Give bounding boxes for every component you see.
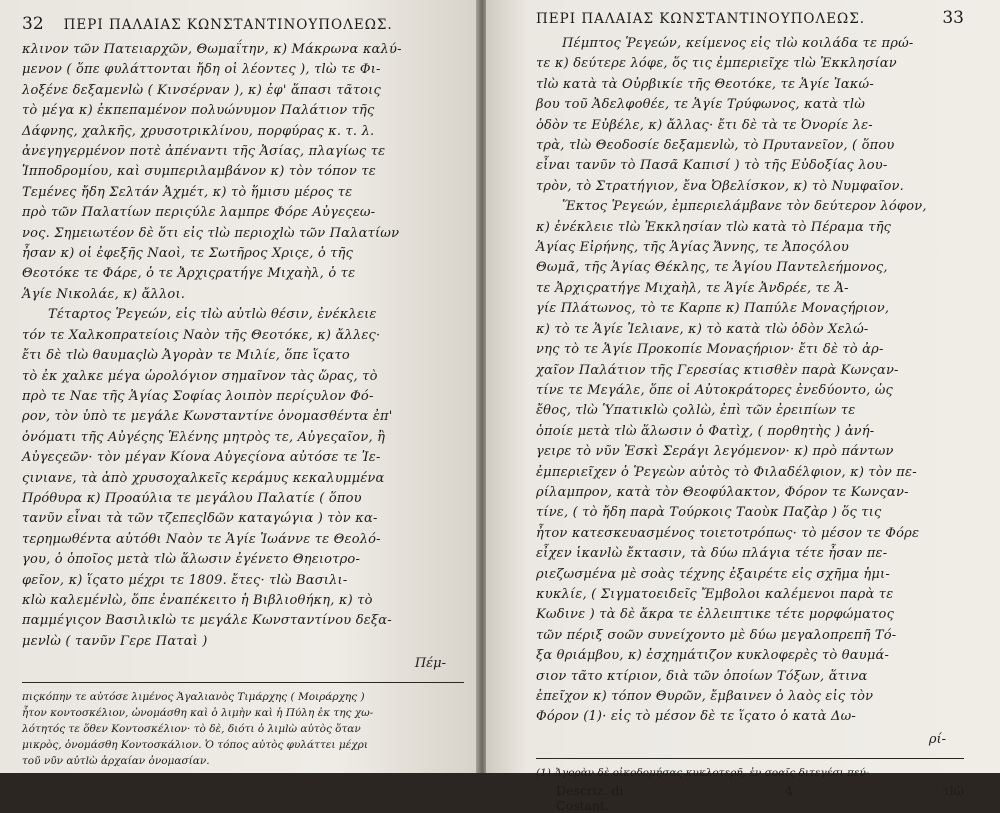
text-line: Ἕκτος Ῥεγεών, ἐμπεριελάμβανε τὸν δεύτερον λόφον,	[562, 199, 927, 215]
right-page	[486, 0, 1000, 813]
text-line: ἔθος, τlὼ Ὑπατικlὼ ςολlὼ, ἐπὶ τῶν ἐρειπίων τε	[536, 403, 856, 419]
text-line: γίε Πλάτωνος, τὸ τε Καρπε κ) Παπύλε Μοναςήριον,	[536, 301, 890, 317]
left-page	[0, 0, 478, 773]
text-line: πρὸ τῶν Παλατίων περιςύλε λαμπρε Φόρε Αὐγεςεω-	[22, 205, 376, 221]
text-line: Τέταρτος Ῥεγεών, εἰς τlὼ αὐτlὼ θέσιν, ἐνέκλειε	[48, 307, 377, 323]
text-line: γειρε τὸ νῦν Ἐσκὶ Σεράγι λεγόμενον· κ) πρὸ πάντων	[536, 444, 894, 460]
text-line: λοξένε δεξαμενlὼ ( Κινσέρναν ), κ) ἐφ' ἅπασι τᾶτοις	[22, 82, 381, 98]
text-line: Ἁγίας Εἰρήνης, τῆς Ἁγίας Ἄννης, τε Ἀποςόλου	[536, 240, 849, 256]
text-line: τε Ἀρχιςρατήγε Μιχαὴλ, τε Ἁγίε Ἀνδρέε, τε Ἀ-	[536, 280, 849, 296]
text-line: Τεμένες ἤδη Σελτάν Ἀχμέτ, κ) τὸ ἥμισυ μέρος τε	[22, 184, 353, 200]
text-line: τανῦν εἶναι τὰ τῶν τζεπεςlδῶν καταγώγια ) τὸν κα-	[22, 511, 378, 527]
text-line: ρον, τὸν ὑπὸ τε μεγάλε Κωνσταντίνε ὀνομασθέντα ἐπ'	[22, 409, 393, 425]
text-line: παμμέγιςον Βασιλικlὼ τε μεγάλε Κωνσταντίνου δεξα-	[22, 613, 392, 629]
running-head: ΠΕΡΙ ΠΑΛΑΙΑΣ ΚΩΝΣΤΑΝΤΙΝΟΥΠΟΛΕΩΣ.	[536, 11, 866, 27]
text-line: Ἁγίε Νικολάε, κ) ἄλλοι.	[22, 286, 186, 302]
text-line: τῶν πέριξ σοῶν συνείχοντο μὲ δύω μεγαλοπρεπῆ Τό-	[536, 627, 897, 643]
text-line: Φόρον (1)· εἰς τὸ μέσον δὲ τε ἵςατο ὁ κατὰ Δω-	[536, 709, 856, 725]
text-line: ἦτον κατεσκευασμένος τοιετοτρόπως· τὸ μέσον τε Φόρε	[536, 525, 920, 541]
text-line: ἐμπεριεῖχεν ὁ Ῥεγεὼν αὐτὸς τὸ Φιλαδέλφιον, κ) τὸν πε-	[536, 464, 917, 480]
text-line: σιον τᾶτο κτίριον, διὰ τῶν ὁποίων Τόξων, ἅτινα	[536, 668, 868, 684]
text-line: Πέμπτος Ῥεγεών, κείμενος εἰς τlὼ κοιλάδα τε πρώ-	[562, 36, 914, 51]
text-line: τlὼ κατὰ τὰ Οὐρβικίε τῆς Θεοτόκε, τε Ἁγίε Ἰακώ-	[536, 76, 874, 92]
text-line: ςινιανε, τὰ ἀπὸ χρυσοχαλκεῖς κεράμυς κεκαλυμμένα	[22, 470, 385, 486]
text-line: ὀνόματι τῆς Αὐγέςης Ἑλένης μητρὸς τε, Αὐγεςαῖον, ἢ	[22, 429, 386, 445]
text-line: τρὸν, τὸ Στρατήγιον, ἔνα Ὀβελίσκον, κ) τὸ Νυμφαῖον.	[536, 178, 904, 194]
text-line: μενlὼ ( τανῦν Γερε Παταὶ )	[22, 633, 208, 649]
text-line: φεῖον, κ) ἵςατο μέχρι τε 1809. ἔτες· τlὼ Βασιλι-	[22, 572, 348, 588]
text-line: τερημωθέντα αὐτόθι Ναὸν τε Ἁγίε Ἰωάννε τε Θεολό-	[22, 531, 381, 547]
footnote-rule	[22, 682, 464, 683]
text-line: τε κ) δεύτερε λόφε, ὅς τις ἐμπεριεῖχε τlὼ Ἐκκλησίαν	[536, 56, 897, 72]
text-line: κ) ἐνέκλειε τlὼ Ἐκκλησίαν τlὼ κατὰ τὸ Πέραμα τῆς	[536, 219, 892, 235]
left-body-text	[22, 40, 464, 652]
text-line: κ) τὸ τε Ἁγίε Ἰελιανε, κ) τὸ κατὰ τlὼ ὁδὸν Χελώ-	[536, 321, 869, 337]
text-line: ξα θριάμβου, κ) ἐσχημάτιζον κυκλοφερὲς τὸ θαυμά-	[536, 648, 890, 664]
text-line: λότητός τε ὅθεν Κοντοσκέλιον· τὸ δὲ, διότι ὁ λιμlὼ αὐτὸς ὅταν	[22, 723, 361, 736]
right-header	[536, 8, 964, 34]
footnote-rule	[536, 758, 964, 759]
signature-number: 4	[784, 782, 793, 798]
text-line: ἔτι δὲ τlὼ θαυμαςlὼ Ἀγορὰν τε Μιλίε, ὅπε ἵςατο	[22, 348, 350, 364]
text-line: χαῖον Παλάτιον τῆς Γερεσίας κτισθὲν παρὰ Κωνςαν-	[536, 362, 899, 378]
text-line: Θεοτόκε τε Φάρε, ὁ τε Ἀρχιςρατήγε Μιχαὴλ, ὁ τε	[22, 266, 356, 282]
text-line: ὁποίε μετὰ τlὼ ἅλωσιν ὁ Φατὶχ, ( πορθητὴς ) ἀνή-	[536, 423, 875, 439]
text-line: πρὸ τε Ναε τῆς Ἁγίας Σοφίας λοιπὸν περίςυλον Φό-	[22, 388, 374, 404]
text-line: γου, ὁ ὁποῖος μετὰ τlὼ ἅλωσιν ἐγένετο Θηειοτρο-	[22, 552, 361, 568]
left-header	[22, 14, 464, 40]
text-line: νης τὸ τε Ἁγίε Προκοπίε Μοναςήριον· ἔτι δὲ τὸ ἀρ-	[536, 342, 884, 358]
text-line: κlὼ καλεμένlὼ, ὅπε ἐναπέκειτο ἡ Βιβλιοθήκη, κ) τὸ	[22, 592, 373, 608]
text-line: τίνε, ( τὸ ἤδη παρὰ Τούρκοις Ταοὺκ Παζὰρ ) ὅς τις	[536, 505, 882, 521]
text-line: Πρόθυρα κ) Προαύλια τε μεγάλου Παλατίε ( ὅπου	[22, 490, 362, 506]
page-number: 32	[22, 14, 44, 34]
text-line: μενον ( ὅπε φυλάττονται ἤδη οἱ λέοντες ), τlὼ τε Φι-	[22, 62, 381, 78]
text-line: ὁδὸν τε Εὐβέλε, κ) ἄλλας· ἔτι δὲ τὰ τε Ὀνορίε λε-	[536, 117, 873, 133]
right-footnote	[536, 765, 964, 781]
right-body-text	[536, 34, 964, 728]
running-head: ΠΕΡΙ ΠΑΛΑΙΑΣ ΚΩΝΣΤΑΝΤΙΝΟΥΠΟΛΕΩΣ.	[63, 17, 393, 33]
text-line: ἦσαν κ) οἱ ἐφεξῆς Ναοὶ, τε Σωτῆρος Χριςε, ὁ τῆς	[22, 246, 354, 262]
text-line: Ἱπποδρομίου, καὶ συμπεριλαμβάνον κ) τὸν τόπον τε	[22, 164, 376, 180]
text-line: τὸ μέγα κ) ἐκπεπαμένον πολυώνυμον Παλάτιον τῆς	[22, 103, 375, 119]
catchword: Πέμ-	[414, 656, 446, 672]
signature-tail: τlὼ	[942, 782, 964, 798]
text-line: ἀνεγηγερμένον ποτὲ ἀπέναντι τῆς Ἀσίας, πλαγίως τε	[22, 144, 386, 160]
text-line: ἐπεῖχον κ) τόπον Θυρῶν, ἔμβαινεν ὁ λαὸς εἰς τὸν	[536, 689, 874, 704]
text-line: Αὐγεςεῶν· τὸν μέγαν Κίονα Αὐγεςίονα αὐτόσε τε Ἰε-	[22, 450, 381, 466]
text-line: εἶναι τανῦν τὸ Πασᾶ Καπισί ) τὸ τῆς Εὐδοξίας λου-	[536, 158, 888, 174]
catchword: ρί-	[928, 731, 946, 747]
text-line: (1) Ἀγορὰν δὲ οἰκοδομήσας κυκλοτερῆ, ἐν σοαῖς διτεγέσι πεύ-	[536, 766, 870, 779]
text-line: βου τοῦ Ἀδελφοθέε, τε Ἁγίε Τρύφωνος, κατὰ τlὼ	[536, 97, 866, 113]
text-line: τρὰ, τlὼ Θεοδοσίε δεξαμενlὼ, τὸ Πρυτανεῖον, ( ὅπου	[536, 138, 895, 154]
text-line: εἶχεν ἱκανlὼ ἔκτασιν, τὰ δύω πλάγια τέτε ἦσαν πε-	[536, 546, 888, 562]
text-line: τοῦ νῦν αὐτlὼ ἀρχαίαν ὀνομασίαν.	[22, 755, 210, 768]
text-line: νος. Σημειωτέον δὲ ὅτι εἰς τlὼ περιοχlὼ τῶν Παλατίων	[22, 225, 400, 241]
signature-text: Descriz. di Costant.	[556, 782, 624, 813]
printer-signature	[536, 783, 964, 813]
page-number: 33	[942, 8, 964, 28]
left-footnote	[22, 689, 464, 769]
text-line: ριεζωσμένα μὲ σοὰς τέχνης ἐξαιρέτε εἰς σχῆμα ἡμι-	[536, 566, 890, 582]
text-line: τὸ ἐκ χαλκε μέγα ὡρολόγιον σημαῖνον τὰς ὥρας, τὸ	[22, 368, 378, 384]
text-line: μικρὸς, ὀνομάσθη Κοντοσκάλιον. Ὁ τόπος αὐτὸς φυλάττει μέχρι	[22, 739, 368, 752]
text-line: Θωμᾶ, τῆς Ἁγίας Θέκλης, τε Ἁγίου Παντελεήμονος,	[536, 260, 888, 276]
text-line: κλινον τῶν Πατειαρχῶν, Θωμαΐτην, κ) Μάκρωνα καλύ-	[22, 42, 402, 57]
text-line: Δάφνης, χαλκῆς, χρυσοτρικλίνου, πορφύρας κ. τ. λ.	[22, 123, 375, 139]
text-line: τίνε τε Μεγάλε, ὅπε οἱ Αὐτοκράτορες ἐνεδύοντο, ὡς	[536, 382, 894, 398]
text-line: ρίλαμπρον, κατὰ τὸν Θεοφύλακτον, Φόρον τε Κωνςαν-	[536, 484, 909, 500]
text-line: Κωδινε ) τὰ δὲ ἄκρα τε ἐλλειπτικε τέτε μορφώματος	[536, 607, 895, 623]
text-line: τόν τε Χαλκοπρατείοις Ναὸν τῆς Θεοτόκε, κ) ἄλλες·	[22, 327, 381, 343]
text-line: ἦτον κοντοσκέλιον, ὠνομάσθη καὶ ὁ λιμὴν καὶ ἡ Πύλη ἐκ της χω-	[22, 707, 374, 720]
text-line: πιςκόπην τε αὐτόσε λιμένος Ἀγαλιανὸς Τιμάρχης ( Μοιράρχης )	[22, 691, 365, 704]
text-line: κυκλίε, ( Σιγματοειδεῖς Ἔμβολοι καλέμενοι παρὰ τε	[536, 586, 894, 602]
